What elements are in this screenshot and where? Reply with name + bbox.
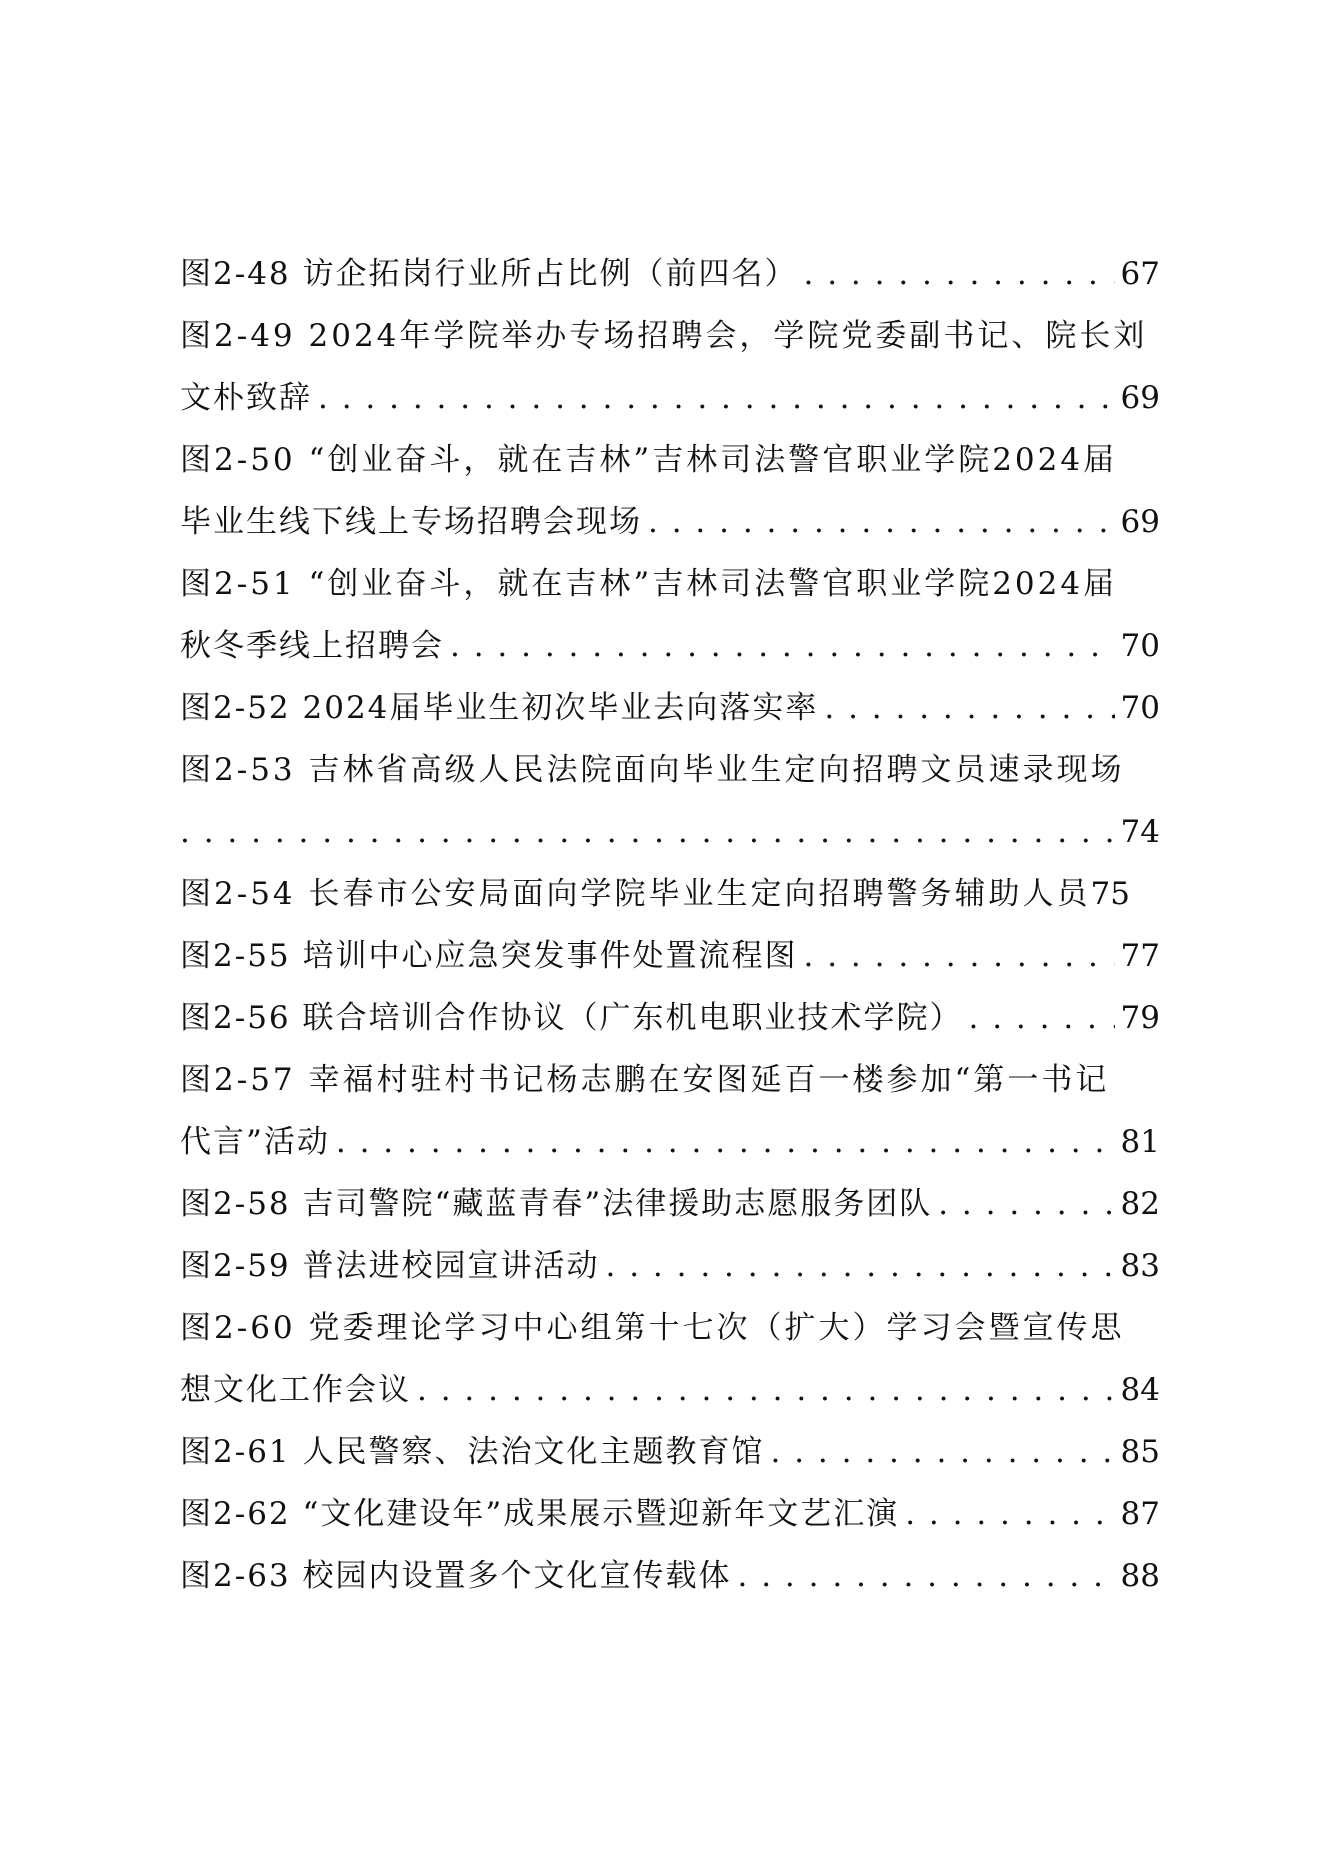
toc-entry[interactable] xyxy=(180,1235,1160,1297)
dot-leader xyxy=(606,1235,1115,1297)
page-number: 81 xyxy=(1120,1124,1160,1160)
dot-leader xyxy=(417,1359,1115,1421)
entry-title: 图2-58 吉司警院“藏蓝青春”法律援助志愿服务团队 xyxy=(180,1186,933,1222)
dot-leader xyxy=(905,1483,1114,1545)
entry-title: 图2-55 培训中心应急突发事件处置流程图 xyxy=(180,938,798,974)
dot-leader xyxy=(450,615,1115,677)
toc-entry[interactable] xyxy=(180,243,1160,305)
entry-title: 图2-52 2024届毕业生初次毕业去向落实率 xyxy=(180,690,819,726)
entry-title: 图2-56 联合培训合作协议（广东机电职业技术学院） xyxy=(180,1000,963,1036)
page-number: 77 xyxy=(1120,938,1160,974)
page-number: 70 xyxy=(1120,690,1160,726)
toc-entry[interactable] xyxy=(180,1421,1160,1483)
dot-leader xyxy=(336,1111,1115,1173)
entry-title: 图2-53 吉林省高级人民法院面向毕业生定向招聘文员速录现场 xyxy=(180,752,1125,788)
figure-list xyxy=(180,243,1160,1607)
page-number: 69 xyxy=(1120,504,1160,540)
dot-leader xyxy=(804,925,1115,987)
entry-title: 图2-54 长春市公安局面向学院毕业生定向招聘警务辅助人员 xyxy=(180,876,1091,912)
page-number: 69 xyxy=(1120,380,1160,416)
page-number: 82 xyxy=(1120,1186,1160,1222)
dot-leader xyxy=(938,1173,1114,1235)
dot-leader xyxy=(824,677,1114,739)
page-number: 79 xyxy=(1120,1000,1160,1036)
dot-leader xyxy=(318,367,1115,429)
toc-entry[interactable] xyxy=(180,1545,1160,1607)
toc-entry[interactable] xyxy=(180,925,1160,987)
page-number: 67 xyxy=(1120,256,1160,292)
dot-leader xyxy=(738,1545,1115,1607)
entry-title-continued: 秋冬季线上招聘会 xyxy=(180,628,444,664)
page-number: 85 xyxy=(1120,1434,1160,1470)
toc-entry[interactable] xyxy=(180,1173,1160,1235)
toc-entry[interactable] xyxy=(180,987,1160,1049)
entry-title-continued: 想文化工作会议 xyxy=(180,1372,411,1408)
entry-title: 图2-63 校园内设置多个文化宣传载体 xyxy=(180,1558,732,1594)
dot-leader xyxy=(771,1421,1115,1483)
toc-entry[interactable] xyxy=(180,429,1160,553)
entry-title-continued: 代言”活动 xyxy=(180,1124,330,1160)
toc-entry[interactable] xyxy=(180,739,1160,863)
dot-leader xyxy=(648,491,1115,553)
page-number: 74 xyxy=(1120,814,1160,850)
page-number: 83 xyxy=(1120,1248,1160,1284)
entry-title-continued: 文朴致辞 xyxy=(180,380,312,416)
entry-title: 图2-61 人民警察、法治文化主题教育馆 xyxy=(180,1434,765,1470)
page-number: 70 xyxy=(1120,628,1160,664)
entry-title-continued: 毕业生线下线上专场招聘会现场 xyxy=(180,504,642,540)
entry-title: 图2-50 “创业奋斗，就在吉林”吉林司法警官职业学院2024届 xyxy=(180,442,1118,478)
toc-entry[interactable] xyxy=(180,305,1160,429)
entry-title: 图2-59 普法进校园宣讲活动 xyxy=(180,1248,600,1284)
toc-entry[interactable] xyxy=(180,677,1160,739)
toc-entry[interactable] xyxy=(180,1483,1160,1545)
page-number: 75 xyxy=(1090,876,1130,912)
page-number: 87 xyxy=(1120,1496,1160,1532)
dot-leader xyxy=(969,987,1115,1049)
entry-title: 图2-51 “创业奋斗，就在吉林”吉林司法警官职业学院2024届 xyxy=(180,566,1118,602)
page-number: 84 xyxy=(1120,1372,1160,1408)
page-number: 88 xyxy=(1120,1558,1160,1594)
entry-title: 图2-62 “文化建设年”成果展示暨迎新年文艺汇演 xyxy=(180,1496,900,1532)
toc-entry[interactable] xyxy=(180,863,1160,925)
dot-leader xyxy=(804,243,1115,305)
dot-leader xyxy=(180,801,1115,863)
entry-title: 图2-60 党委理论学习中心组第十七次（扩大）学习会暨宣传思 xyxy=(180,1310,1125,1346)
toc-entry[interactable] xyxy=(180,1297,1160,1421)
toc-entry[interactable] xyxy=(180,553,1160,677)
entry-title: 图2-49 2024年学院举办专场招聘会，学院党委副书记、院长刘 xyxy=(180,318,1148,354)
entry-title: 图2-48 访企拓岗行业所占比例（前四名） xyxy=(180,256,798,292)
toc-entry[interactable] xyxy=(180,1049,1160,1173)
entry-title: 图2-57 幸福村驻村书记杨志鹏在安图延百一楼参加“第一书记 xyxy=(180,1062,1110,1098)
